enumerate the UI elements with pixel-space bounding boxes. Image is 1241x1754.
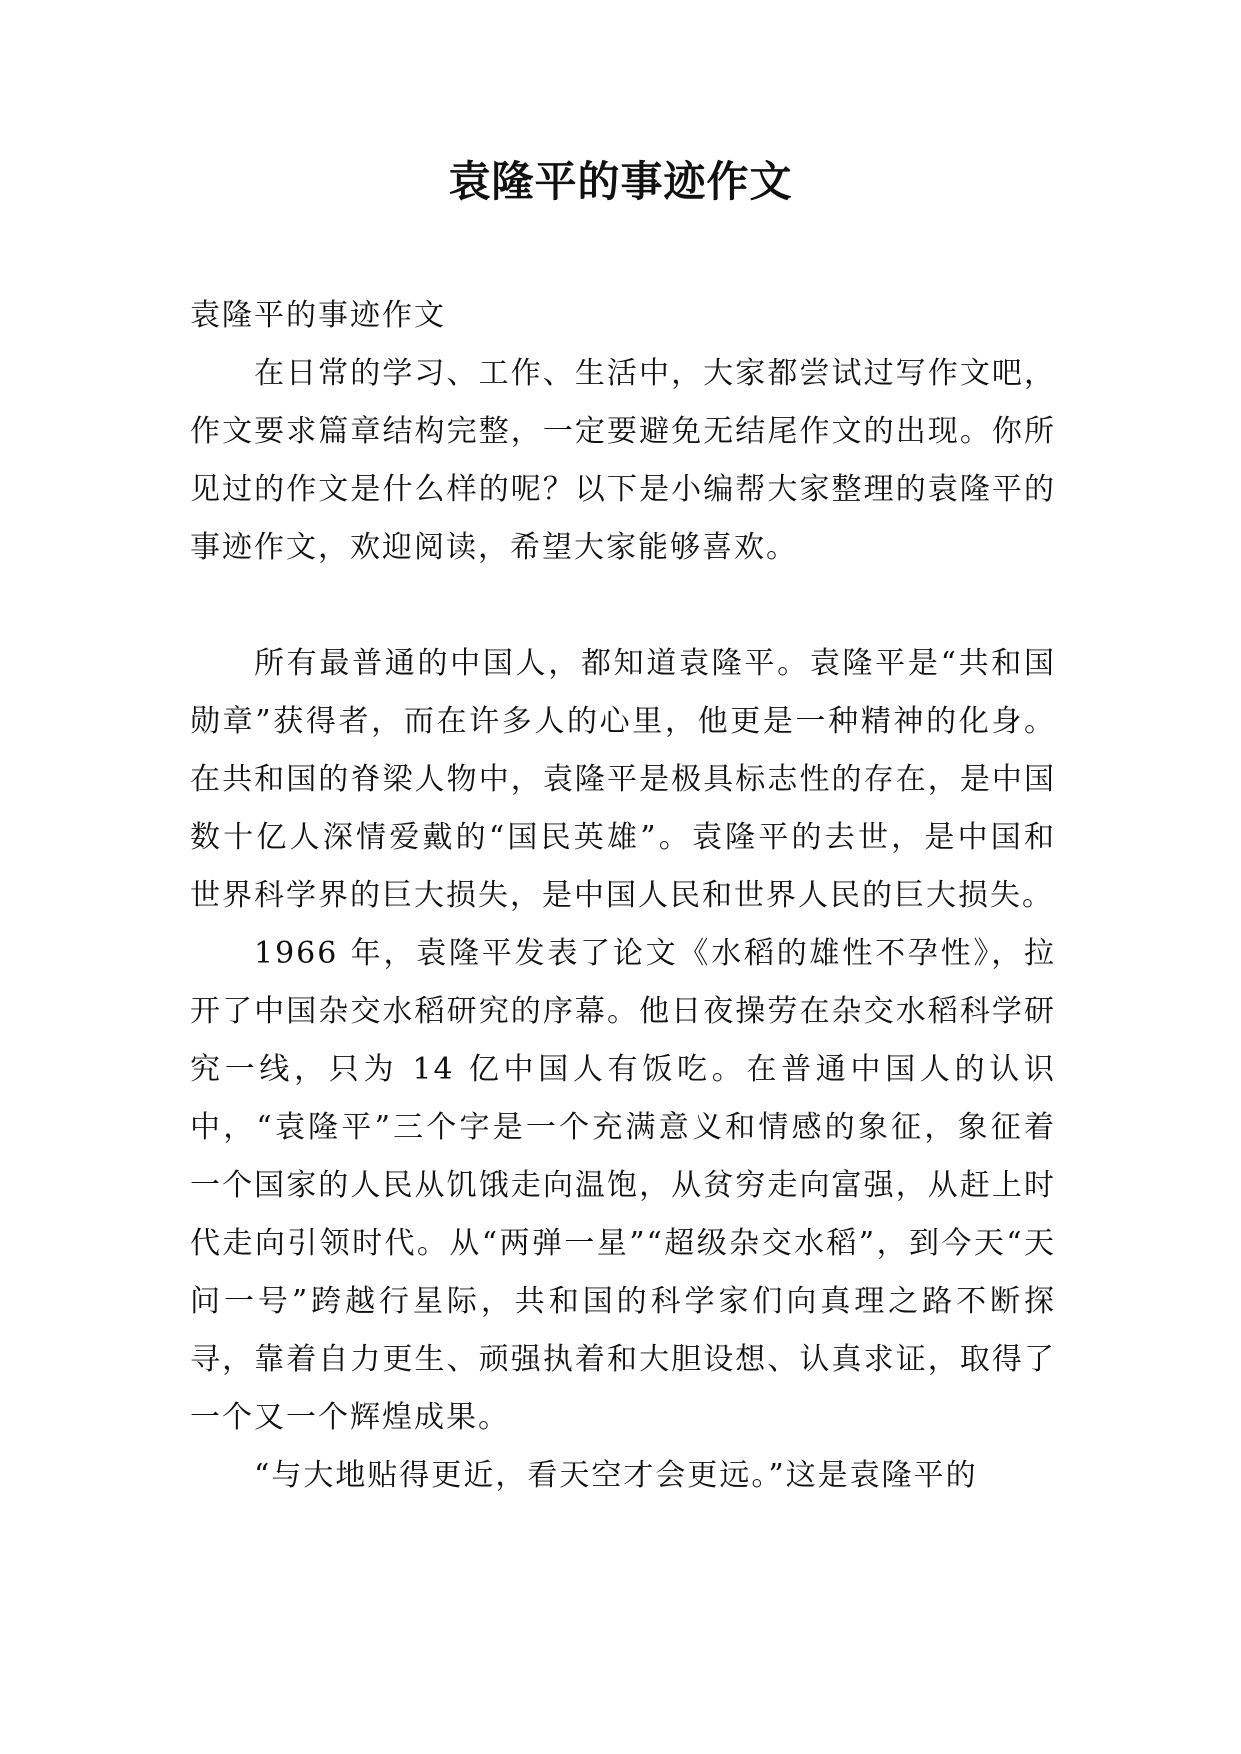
document-title: 袁隆平的事迹作文	[448, 157, 793, 206]
body-paragraph-2: 1966 年，袁隆平发表了论文《水稻的雄性不孕性》，拉开了中国杂交水稻研究的序幕。他日夜操劳在杂交水稻科学研究一线，只为 14 亿中国人有饭吃。在普通中国人的认识中，“袁隆平”三个字是一个充满意义和情感的象征，象征着一个国家的人民从饥饿走向温饱，从贫穷走向富强，从赶上时代走向引领时代。从“两弹一星”“超级杂交水稻”，到今天“天问一号”跨越行星际，共和国的科学家们向真理之路不断探寻，靠着自力更生、顽强执着和大胆设想、认真求证，取得了一个又一个辉煌成果。	[190, 936, 1056, 1435]
body-paragraph-3: “与大地贴得更近，看天空才会更远。”这是袁隆平的	[254, 1458, 978, 1493]
intro-paragraph: 在日常的学习、工作、生活中，大家都尝试过写作文吧，作文要求篇章结构完整，一定要避免无结尾作文的出现。你所见过的作文是什么样的呢？以下是小编帮大家整理的袁隆平的事迹作文，欢迎阅读，希望大家能够喜欢。	[190, 356, 1056, 565]
document-body	[190, 287, 1056, 1505]
paragraph-spacer	[190, 577, 1056, 635]
body-paragraph-1: 所有最普通的中国人，都知道袁隆平。袁隆平是“共和国勋章”获得者，而在许多人的心里，他更是一种精神的化身。在共和国的脊梁人物中，袁隆平是极具标志性的存在，是中国数十亿人深情爱戴的“国民英雄”。袁隆平的去世，是中国和世界科学界的巨大损失，是中国人民和世界人民的巨大损失。	[190, 646, 1056, 913]
document-subtitle: 袁隆平的事迹作文	[190, 298, 446, 333]
